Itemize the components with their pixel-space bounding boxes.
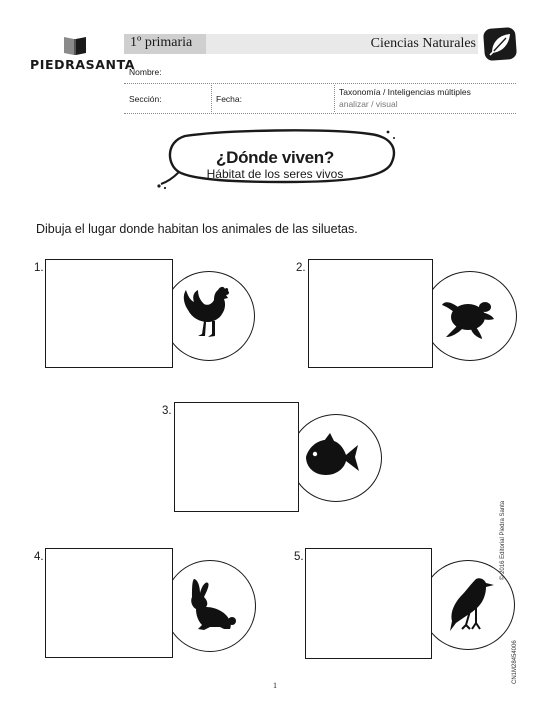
page-number: 1 (273, 681, 277, 690)
turtle-icon (438, 285, 498, 345)
section-field-label: Sección: (129, 94, 162, 104)
rabbit-icon (180, 575, 240, 635)
fish-icon (302, 427, 362, 487)
divider (124, 83, 516, 84)
bird-icon (440, 573, 500, 633)
name-field-label: Nombre: (129, 67, 162, 77)
page-subtitle: Hábitat de los seres vivos (206, 167, 344, 181)
publisher-logo-text: PIEDRASANTA (30, 57, 135, 72)
taxonomy-values: analizar / visual (339, 99, 398, 109)
taxonomy-label: Taxonomía / Inteligencias múltiples (339, 87, 471, 97)
copyright-text: © 2016 Editorial Piedra Santa (500, 500, 506, 580)
divider (124, 113, 516, 114)
instruction-text: Dibuja el lugar donde habitan los animales de las siluetas. (36, 222, 358, 236)
divider (334, 85, 335, 112)
drawing-box[interactable] (45, 259, 173, 368)
divider (211, 85, 212, 112)
item-number: 3. (162, 405, 172, 417)
drawing-box[interactable] (45, 548, 173, 658)
item-number: 1. (34, 262, 44, 274)
subject-label: Ciencias Naturales (370, 36, 476, 51)
date-field-label: Fecha: (216, 94, 242, 104)
item-number: 2. (296, 262, 306, 274)
leaf-icon (482, 26, 518, 62)
drawing-box[interactable] (308, 259, 433, 368)
item-number: 4. (34, 551, 44, 563)
rooster-icon (178, 284, 238, 344)
document-code: CN1M28454006 (512, 640, 518, 684)
grade-label: 1º primaria (130, 35, 193, 50)
page-title: ¿Dónde viven? (216, 148, 334, 167)
item-number: 5. (294, 551, 304, 563)
drawing-box[interactable] (174, 402, 299, 512)
book-logo-icon (62, 34, 88, 56)
drawing-box[interactable] (305, 548, 432, 659)
